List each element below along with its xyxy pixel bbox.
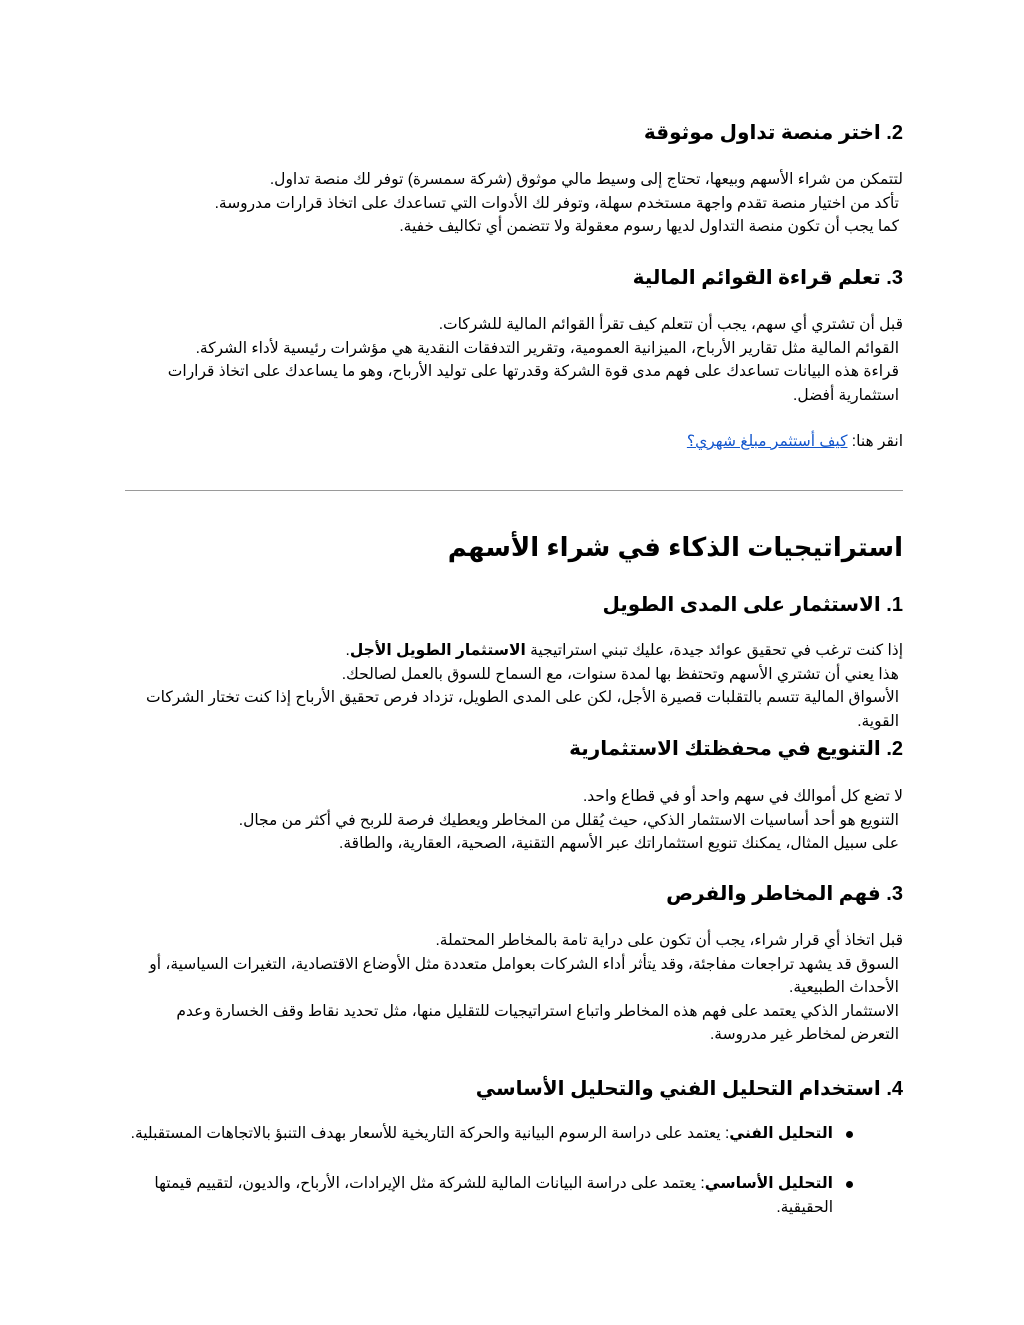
paragraph-risks-opportunities bbox=[125, 929, 903, 1047]
text-line: السوق قد يشهد تراجعات مفاجئة، وقد يتأثر أداء الشركات بعوامل متعددة مثل الأوضاع الاقتصادية، التغيرات السياسية، أو الأحداث الطبيعية. bbox=[149, 955, 899, 997]
text-span: . bbox=[345, 642, 350, 659]
bold-term: التحليل الأساسي bbox=[704, 1175, 833, 1192]
text-line: هذا يعني أن تشتري الأسهم وتحتفظ بها لمدة سنوات، مع السماح للسوق بالعمل لصالحك. bbox=[341, 665, 899, 683]
text-span: : يعتمد على دراسة البيانات المالية للشركة مثل الإيرادات، الأرباح، والديون، لتقييم قيمتها الحقيقية. bbox=[154, 1175, 833, 1216]
text-line: لتتمكن من شراء الأسهم وبيعها، تحتاج إلى وسيط مالي موثوق (شركة سمسرة) توفر لك منصة تداول. bbox=[269, 171, 903, 188]
bullet-icon bbox=[846, 1131, 853, 1138]
link-paragraph bbox=[125, 430, 903, 454]
text-line: كما يجب أن تكون منصة التداول لديها رسوم معقولة ولا تتضمن أي تكاليف خفية. bbox=[399, 218, 899, 236]
horizontal-divider bbox=[125, 490, 903, 491]
paragraph-long-term bbox=[125, 639, 903, 733]
bullet-icon bbox=[846, 1181, 853, 1188]
heading-risks-opportunities: 3. فهم المخاطر والفرص bbox=[666, 883, 903, 905]
text-line bbox=[125, 639, 903, 663]
heading-smart-strategies: استراتيجيات الذكاء في شراء الأسهم bbox=[447, 532, 903, 562]
bold-term: التحليل الفني bbox=[729, 1125, 833, 1142]
heading-choose-platform: 2. اختر منصة تداول موثوقة bbox=[643, 122, 903, 144]
text-span: : يعتمد على دراسة الرسوم البيانية والحركة التاريخية للأسعار بهدف التنبؤ بالاتجاهات المستقبلية. bbox=[130, 1125, 730, 1142]
heading-financial-statements: 3. تعلم قراءة القوائم المالية bbox=[632, 267, 903, 289]
heading-technical-fundamental: 4. استخدام التحليل الفني والتحليل الأساسي bbox=[475, 1078, 903, 1100]
text-line: تأكد من اختيار منصة تقدم واجهة مستخدم سهلة، وتوفر لك الأدوات التي تساعدك على اتخاذ قرارات مدروسة. bbox=[214, 194, 899, 212]
heading-diversification: 2. التنويع في محفظتك الاستثمارية bbox=[569, 738, 903, 760]
paragraph-diversification bbox=[125, 785, 903, 856]
text-line: القوائم المالية مثل تقارير الأرباح، الميزانية العمومية، وتقرير التدفقات النقدية هي مؤشرات رئيسية لأداء الشركة. bbox=[195, 339, 899, 357]
monthly-investment-link[interactable]: كيف أستثمر مبلغ شهري؟ bbox=[686, 433, 848, 450]
text-line: على سبيل المثال، يمكنك تنويع استثماراتك عبر الأسهم التقنية، الصحية، العقارية، والطاقة. bbox=[339, 835, 899, 853]
list-item bbox=[125, 1122, 903, 1146]
text-line: قراءة هذه البيانات تساعدك على فهم مدى قوة الشركة وقدرتها على توليد الأرباح، وهو ما يساعدك على اتخاذ قرارات استثمارية أفضل. bbox=[167, 363, 899, 404]
text-line: قبل اتخاذ أي قرار شراء، يجب أن تكون على دراية تامة بالمخاطر المحتملة. bbox=[435, 932, 903, 949]
bold-term: الاستثمار الطويل الأجل bbox=[349, 642, 526, 659]
link-prefix: انقر هنا: bbox=[851, 433, 903, 450]
text-line: التنويع هو أحد أساسيات الاستثمار الذكي، حيث يُقلل من المخاطر ويعطيك فرصة للربح في أكثر من مجال. bbox=[238, 811, 899, 829]
document-page bbox=[125, 0, 903, 1325]
paragraph-financial-statements bbox=[125, 313, 903, 407]
paragraph-choose-platform bbox=[125, 168, 903, 239]
text-line: الاستثمار الذكي يعتمد على فهم هذه المخاطر واتباع استراتيجيات للتقليل منها، مثل تحديد نقاط وقف الخسارة وعدم التعرض لمخاطر غير مدروسة. bbox=[176, 1002, 899, 1044]
list-item bbox=[125, 1172, 903, 1220]
text-line: قبل أن تشتري أي سهم، يجب أن تتعلم كيف تقرأ القوائم المالية للشركات. bbox=[438, 316, 903, 333]
heading-long-term: 1. الاستثمار على المدى الطويل bbox=[602, 594, 903, 616]
text-line: الأسواق المالية تتسم بالتقلبات قصيرة الأجل، لكن على المدى الطويل، تزداد فرص تحقيق الأرباح إذا كنت تختار الشركات القوية. bbox=[146, 689, 899, 730]
text-line: لا تضع كل أموالك في سهم واحد أو في قطاع واحد. bbox=[582, 788, 903, 805]
text-span: إذا كنت ترغب في تحقيق عوائد جيدة، عليك تبني استراتيجية bbox=[530, 642, 903, 659]
analysis-bullet-list bbox=[125, 1122, 903, 1246]
